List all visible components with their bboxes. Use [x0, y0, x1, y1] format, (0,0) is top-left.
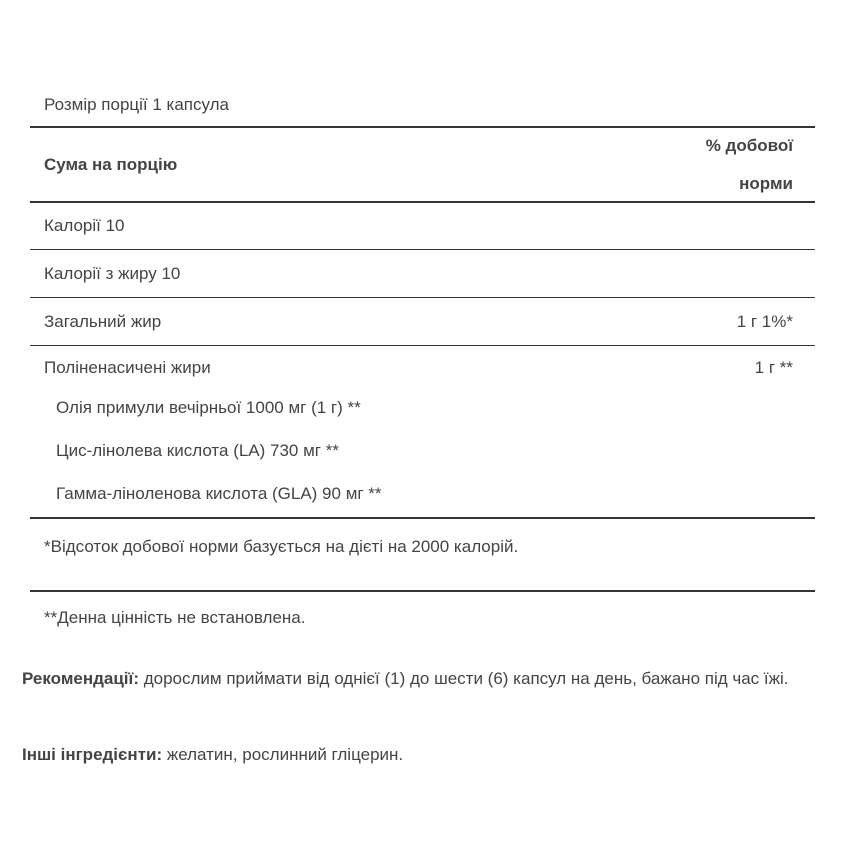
recommendations-label: Рекомендації: [22, 669, 139, 688]
linoleic-acid-row: Цис-лінолева кислота (LA) 730 мг ** [56, 441, 339, 460]
not-established-footnote-row [30, 590, 815, 646]
total-fat-label: Загальний жир [44, 311, 162, 331]
other-ingredients-paragraph [22, 742, 812, 768]
polyunsaturated-fat-value: 1 г ** [754, 358, 793, 377]
total-fat-row [30, 297, 815, 345]
daily-value-footnote: *Відсоток добової норми базується на дієті на 2000 калорій. [44, 537, 519, 556]
amount-per-serving-header [30, 126, 815, 201]
not-established-footnote: **Денна цінність не встановлена. [44, 608, 306, 627]
calories-row [30, 201, 815, 249]
recommendations-text: дорослим приймати від однієї (1) до шести (6) капсул на день, бажано під час їжі. [138, 669, 789, 688]
total-fat-value: 1 г 1%* [736, 311, 793, 331]
calories-from-fat-text: Калорії з жиру 10 [44, 263, 181, 283]
calories-text: Калорії 10 [44, 216, 125, 235]
evening-primrose-oil-row: Олія примули вечірньої 1000 мг (1 г) ** [56, 398, 361, 417]
polyunsaturated-fat-label: Поліненасичені жири [44, 358, 211, 377]
serving-size-row [30, 84, 815, 126]
other-ingredients-text: желатин, рослинний гліцерин. [162, 745, 404, 764]
recommendations-paragraph [22, 666, 812, 692]
amount-per-serving-label: Сума на порцію [44, 154, 178, 174]
polyunsaturated-fat-row [44, 358, 793, 398]
other-ingredients-label: Інші інгредієнти: [22, 745, 163, 764]
gamma-linolenic-acid-row: Гамма-ліноленова кислота (GLA) 90 мг ** [56, 484, 382, 503]
daily-value-footnote-row [30, 517, 815, 590]
supplement-facts-table [30, 84, 815, 646]
daily-value-label: % добової норми [705, 135, 793, 193]
calories-from-fat-row [30, 249, 815, 297]
polyunsaturated-fat-block [30, 345, 815, 517]
serving-size-text: Розмір порції 1 капсула [44, 95, 230, 114]
